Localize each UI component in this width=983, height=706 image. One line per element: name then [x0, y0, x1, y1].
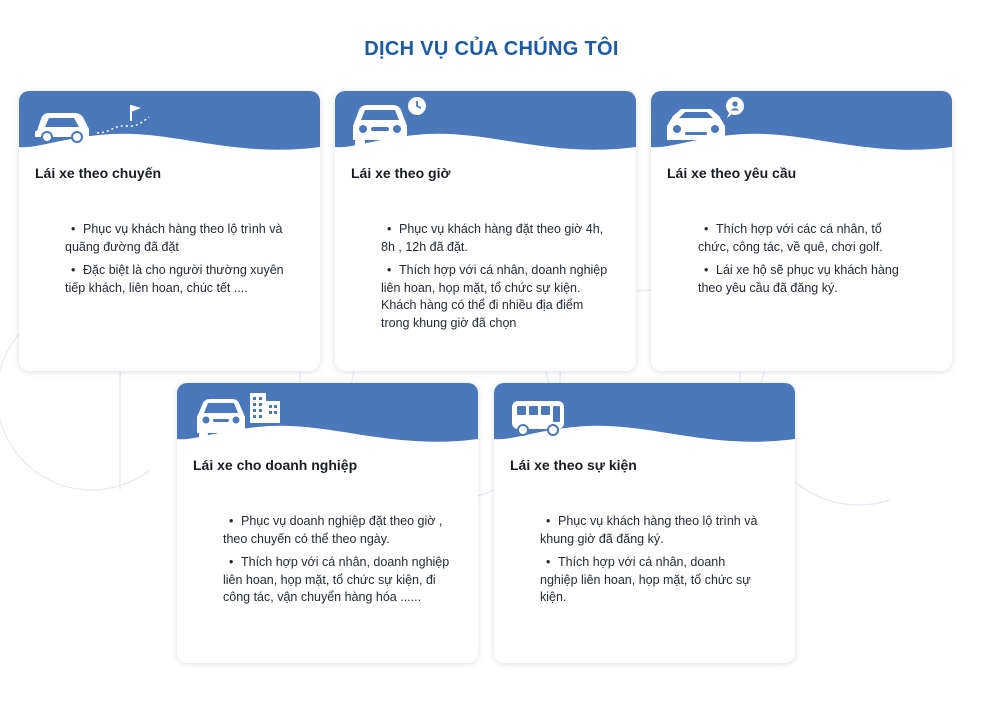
- service-card-hourly[interactable]: [335, 91, 636, 371]
- service-card-trip[interactable]: [19, 91, 320, 371]
- card-title: Lái xe theo sự kiện: [510, 457, 637, 473]
- card-title: Lái xe theo chuyến: [35, 165, 162, 181]
- car-clock-icon: [349, 96, 429, 148]
- card-title: Lái xe theo yêu cầu: [667, 165, 797, 181]
- service-card-business[interactable]: [177, 383, 478, 663]
- bus-icon: [510, 399, 566, 439]
- card-header: [177, 383, 478, 443]
- card-header: [651, 91, 952, 151]
- card-header: [335, 91, 636, 151]
- car-route-flag-icon: [31, 99, 161, 145]
- list-item: • Thích hợp với cá nhân, doanh nghiệp liên hoan, họp mặt, tổ chức sự kiện, đi công tác, vận chuyển hàng hóa ......: [223, 554, 453, 607]
- card-bullet-list: [65, 221, 297, 303]
- car-building-icon: [195, 391, 285, 441]
- list-item: • Thích hợp với cá nhân, doanh nghiệp liên hoan, họp mặt, tổ chức sự kiện.: [540, 554, 766, 607]
- card-header: [494, 383, 795, 443]
- list-item: • Phục vụ khách hàng theo lộ trình và quãng đường đã đặt: [65, 221, 297, 256]
- card-header: [19, 91, 320, 151]
- list-item: • Phục vụ doanh nghiệp đặt theo giờ , theo chuyến có thể theo ngày.: [223, 513, 453, 548]
- car-person-icon: [665, 96, 747, 146]
- section-title: DỊCH VỤ CỦA CHÚNG TÔI: [364, 38, 619, 60]
- card-bullet-list: [381, 221, 613, 338]
- list-item: • Thích hợp với cá nhân, doanh nghiệp liên hoan, họp mặt, tổ chức sự kiện. Khách hàng có thể đi nhiều địa điểm trong khung giờ đã chọn: [381, 262, 613, 332]
- card-title: Lái xe theo giờ: [351, 165, 451, 181]
- list-item: • Phục vụ khách hàng đặt theo giờ 4h, 8h , 12h đã đặt.: [381, 221, 613, 256]
- card-title: Lái xe cho doanh nghiệp: [193, 457, 358, 473]
- card-bullet-list: [698, 221, 916, 303]
- list-item: • Lái xe hộ sẽ phục vụ khách hàng theo yêu cầu đã đăng ký.: [698, 262, 916, 297]
- service-card-event[interactable]: [494, 383, 795, 663]
- list-item: • Thích hợp với các cá nhân, tổ chức, công tác, về quê, chơi golf.: [698, 221, 916, 256]
- list-item: • Phục vụ khách hàng theo lộ trình và khung giờ đã đăng ký.: [540, 513, 766, 548]
- card-bullet-list: [223, 513, 453, 613]
- list-item: • Đặc biệt là cho người thường xuyên tiếp khách, liên hoan, chúc tết ....: [65, 262, 297, 297]
- service-card-on-demand[interactable]: [651, 91, 952, 371]
- card-bullet-list: [540, 513, 766, 613]
